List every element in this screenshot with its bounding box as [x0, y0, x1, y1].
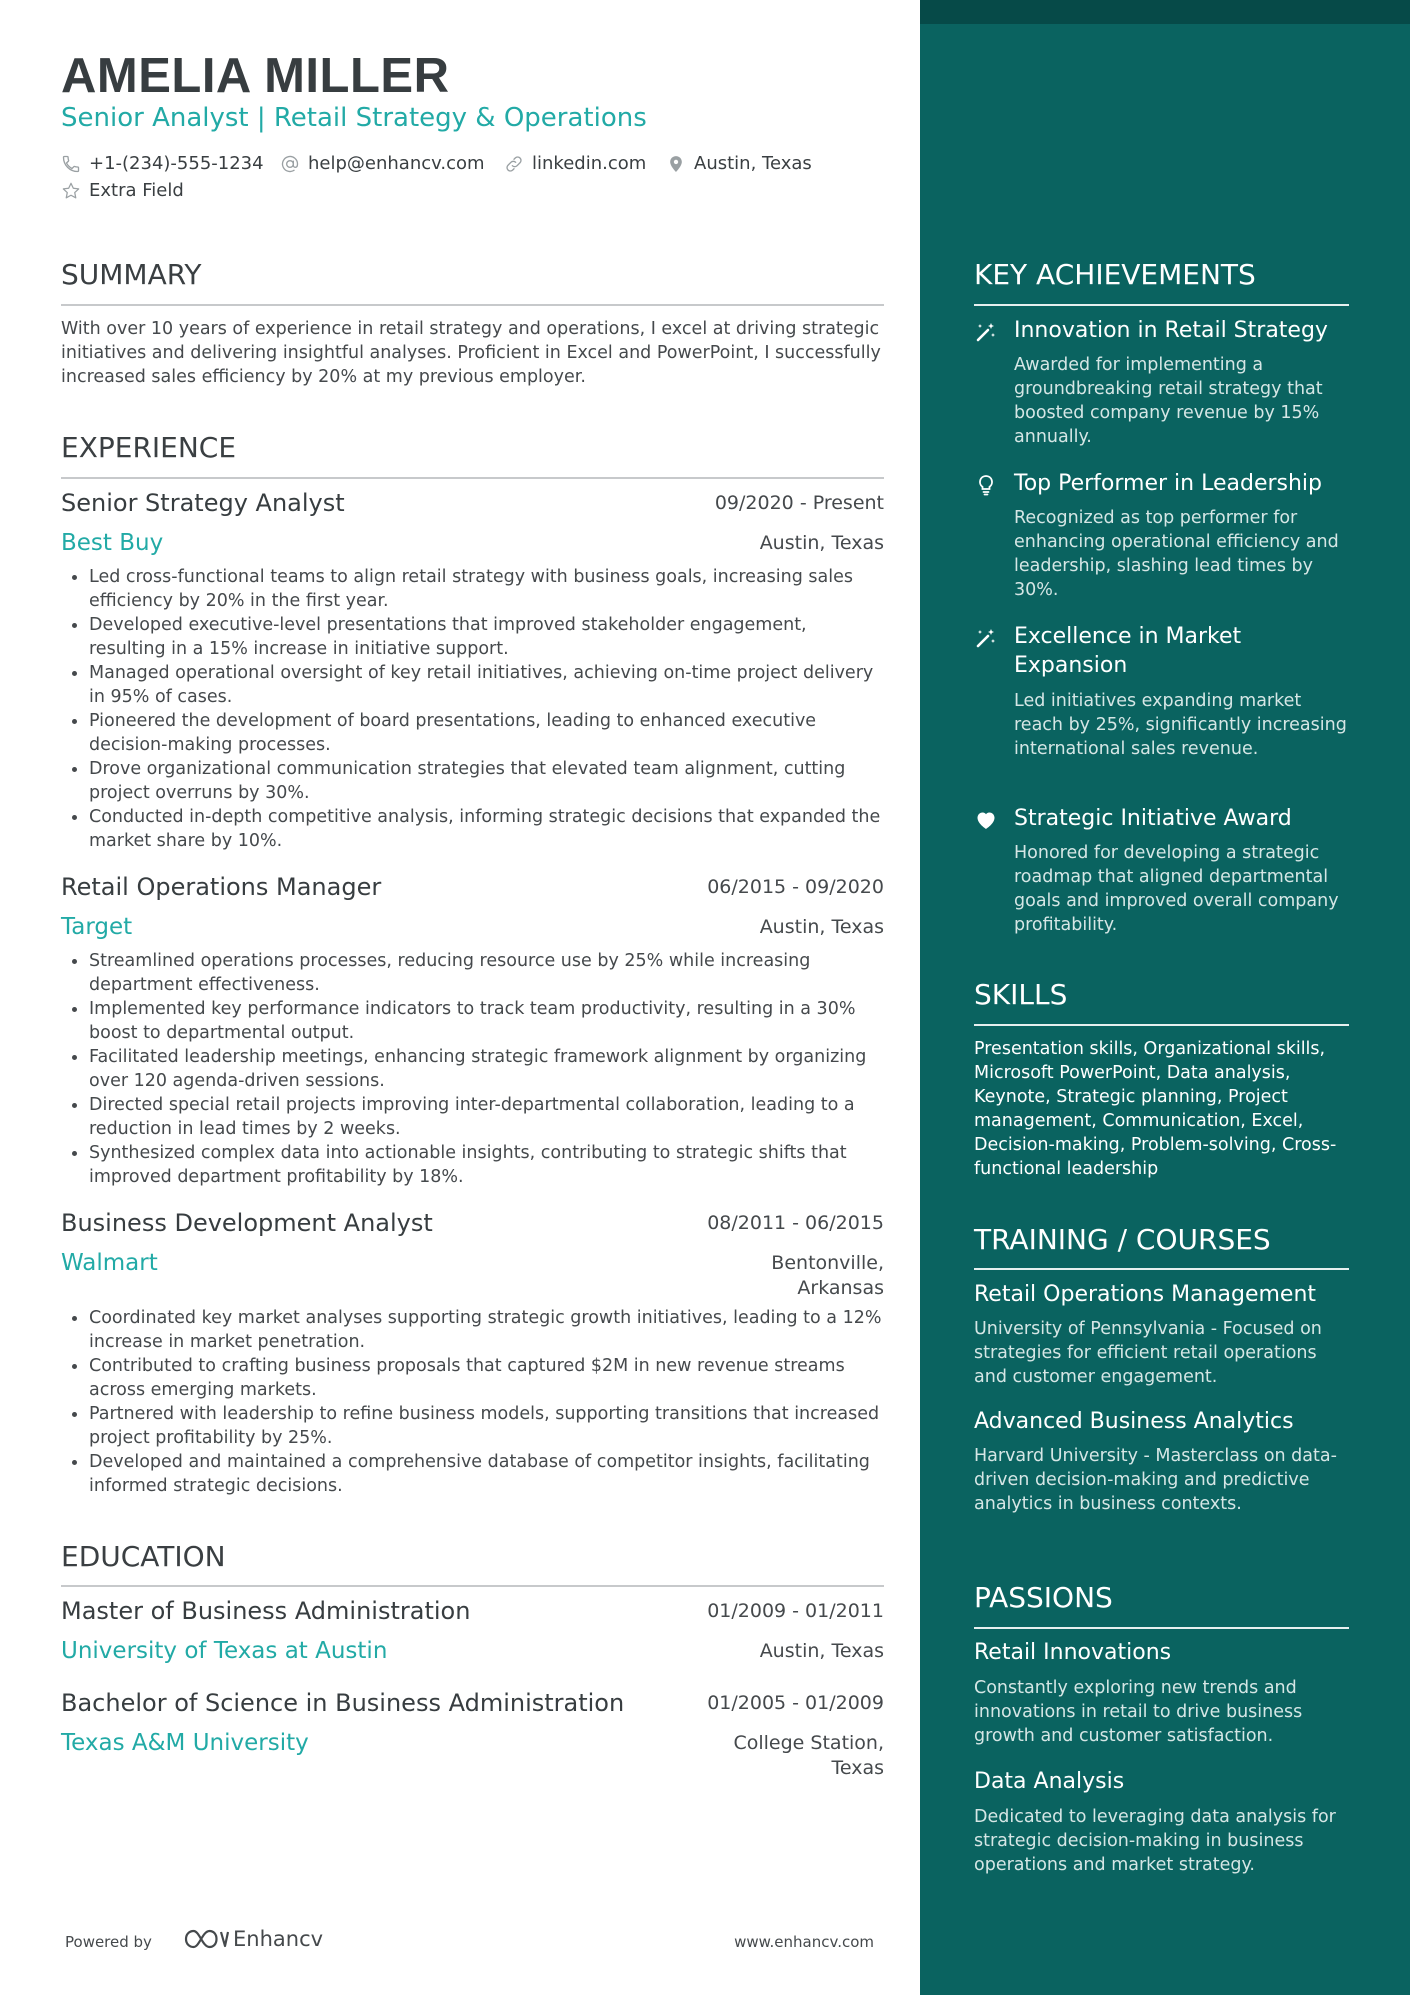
- achievement-title: Strategic Initiative Award: [1014, 806, 1292, 831]
- job-bullets: [61, 565, 884, 853]
- summary-heading: SUMMARY: [61, 258, 202, 291]
- course-text: Harvard University - Masterclass on data-driven decision-making and predictive analytics in business contexts.: [974, 1446, 1337, 1514]
- location-line: College Station,: [733, 1732, 884, 1754]
- passion-text: Dedicated to leveraging data analysis for strategic decision-making in business operations and market strategy.: [974, 1807, 1336, 1875]
- school-name: Texas A&M University: [61, 1730, 309, 1756]
- company-name: Target: [61, 914, 133, 940]
- summary-divider: [61, 304, 884, 306]
- list-item: Developed executive-level presentations that improved stakeholder engagement, resulting in a 15% increase in initiative support.: [61, 613, 884, 661]
- job-dates: 08/2011 - 06/2015: [707, 1212, 884, 1234]
- location-line: Bentonville,: [771, 1252, 884, 1274]
- education-location: [733, 1731, 884, 1781]
- contact-email[interactable]: [280, 153, 485, 174]
- achievement-text: Honored for developing a strategic roadmap that aligned departmental goals and improved overall company profitability.: [1014, 843, 1339, 935]
- job-title: Business Development Analyst: [61, 1209, 433, 1237]
- footer-url[interactable]: www.enhancv.com: [734, 1933, 874, 1951]
- powered-by-label: Powered by: [65, 1933, 152, 1951]
- achievements-heading: KEY ACHIEVEMENTS: [974, 258, 1256, 291]
- list-item: Facilitated leadership meetings, enhancing strategic framework alignment by organizing over 120 agenda-driven sessions.: [61, 1045, 884, 1093]
- passions-divider: [974, 1627, 1349, 1629]
- sidebar-top-band: [920, 0, 1410, 24]
- job-location: [771, 1251, 884, 1301]
- contact-extra: [61, 180, 184, 201]
- list-item: Conducted in-depth competitive analysis, informing strategic decisions that expanded the market share by 10%.: [61, 805, 884, 853]
- candidate-headline: Senior Analyst | Retail Strategy & Operations: [61, 103, 647, 133]
- course-text: University of Pennsylvania - Focused on strategies for efficient retail operations and customer engagement.: [974, 1319, 1322, 1387]
- summary-text: With over 10 years of experience in retail strategy and operations, I excel at driving strategic initiatives and delivering insightful analyses. Proficient in Excel and PowerPoint, I successfully increased sales efficiency by 20% at my previous employer.: [61, 319, 881, 387]
- at-icon: [280, 154, 300, 174]
- list-item: Developed and maintained a comprehensive database of competitor insights, facilitating informed strategic decisions.: [61, 1450, 884, 1498]
- magic-wand-icon: [974, 320, 998, 344]
- enhancv-logo[interactable]: [183, 1926, 323, 1952]
- brand-name: Enhancv: [233, 1927, 324, 1951]
- list-item: Partnered with leadership to refine business models, supporting transitions that increased project profitability by 25%.: [61, 1402, 884, 1450]
- location-text: Austin, Texas: [694, 153, 812, 174]
- job-title: Retail Operations Manager: [61, 873, 382, 901]
- contact-phone[interactable]: [61, 153, 264, 174]
- education-location: Austin, Texas: [759, 1640, 884, 1662]
- list-item: Implemented key performance indicators to track team productivity, resulting in a 30% boost to departmental output.: [61, 997, 884, 1045]
- education-heading: EDUCATION: [61, 1540, 226, 1573]
- magic-wand-icon: [974, 626, 998, 650]
- training-heading: TRAINING / COURSES: [974, 1223, 1271, 1256]
- company-name: Walmart: [61, 1250, 158, 1276]
- degree-title: Bachelor of Science in Business Administration: [61, 1689, 625, 1717]
- job-dates: 09/2020 - Present: [714, 492, 884, 514]
- education-dates: 01/2005 - 01/2009: [707, 1692, 884, 1714]
- list-item: Drove organizational communication strategies that elevated team alignment, cutting project overruns by 30%.: [61, 757, 884, 805]
- experience-divider: [61, 477, 884, 479]
- passion-title: Retail Innovations: [974, 1640, 1172, 1665]
- list-item: Synthesized complex data into actionable insights, contributing to strategic shifts that improved department profitability by 18%.: [61, 1141, 884, 1189]
- skills-text: Presentation skills, Organizational skills, Microsoft PowerPoint, Data analysis, Keynote, Strategic planning, Project management, Communication, Excel, Decision-making, Problem-solving, Cross-functional leadership: [974, 1039, 1337, 1179]
- passion-title: Data Analysis: [974, 1769, 1125, 1794]
- course-title: Advanced Business Analytics: [974, 1409, 1294, 1434]
- list-item: Led cross-functional teams to align retail strategy with business goals, increasing sales efficiency by 20% in the first year.: [61, 565, 884, 613]
- location-line: Arkansas: [797, 1277, 884, 1299]
- list-item: Coordinated key market analyses supporting strategic growth initiatives, leading to a 12% increase in market penetration.: [61, 1306, 884, 1354]
- achievement-title: Top Performer in Leadership: [1014, 471, 1323, 496]
- training-divider: [974, 1268, 1349, 1270]
- skills-divider: [974, 1024, 1349, 1026]
- map-pin-icon: [666, 154, 686, 174]
- course-title: Retail Operations Management: [974, 1282, 1317, 1307]
- lightbulb-icon: [974, 473, 998, 497]
- job-bullets: [61, 949, 884, 1189]
- school-name: University of Texas at Austin: [61, 1638, 388, 1664]
- star-icon: [61, 181, 81, 201]
- achievement-text: Led initiatives expanding market reach by 25%, significantly increasing international sales revenue.: [1014, 691, 1347, 759]
- sidebar: [920, 0, 1410, 1995]
- achievement-text: Recognized as top performer for enhancing operational efficiency and leadership, slashing lead times by 30%.: [1014, 508, 1339, 600]
- enhancv-logo-icon: [183, 1926, 229, 1952]
- job-bullets: [61, 1306, 884, 1498]
- job-title: Senior Strategy Analyst: [61, 489, 345, 517]
- list-item: Managed operational oversight of key retail initiatives, achieving on-time project delivery in 95% of cases.: [61, 661, 884, 709]
- job-location: Austin, Texas: [759, 916, 884, 938]
- heart-icon: [974, 808, 998, 832]
- candidate-name: AMELIA MILLER: [61, 49, 450, 103]
- phone-text: +1-(234)-555-1234: [89, 153, 264, 174]
- experience-heading: EXPERIENCE: [61, 431, 237, 464]
- company-name: Best Buy: [61, 530, 164, 556]
- job-location: Austin, Texas: [759, 532, 884, 554]
- contact-location: [666, 153, 812, 174]
- phone-icon: [61, 154, 81, 174]
- achievement-title: Innovation in Retail Strategy: [1014, 318, 1328, 343]
- extra-field-text: Extra Field: [89, 180, 184, 201]
- achievement-title: Excellence in Market Expansion: [1014, 624, 1242, 678]
- degree-title: Master of Business Administration: [61, 1597, 471, 1625]
- link-icon: [504, 154, 524, 174]
- linkedin-text: linkedin.com: [532, 153, 647, 174]
- list-item: Pioneered the development of board presentations, leading to enhanced executive decision-making processes.: [61, 709, 884, 757]
- email-text: help@enhancv.com: [308, 153, 485, 174]
- achievement-text: Awarded for implementing a groundbreaking retail strategy that boosted company revenue by 15% annually.: [1014, 355, 1323, 447]
- list-item: Directed special retail projects improving inter-departmental collaboration, leading to a reduction in lead times by 2 weeks.: [61, 1093, 884, 1141]
- list-item: Contributed to crafting business proposals that captured $2M in new revenue streams across emerging markets.: [61, 1354, 884, 1402]
- skills-heading: SKILLS: [974, 978, 1068, 1011]
- passion-text: Constantly exploring new trends and innovations in retail to drive business growth and customer satisfaction.: [974, 1678, 1303, 1746]
- passions-heading: PASSIONS: [974, 1581, 1113, 1614]
- job-dates: 06/2015 - 09/2020: [707, 876, 884, 898]
- education-divider: [61, 1585, 884, 1587]
- education-dates: 01/2009 - 01/2011: [707, 1600, 884, 1622]
- list-item: Streamlined operations processes, reducing resource use by 25% while increasing department effectiveness.: [61, 949, 884, 997]
- achievements-divider: [974, 304, 1349, 306]
- contact-linkedin[interactable]: [504, 153, 646, 174]
- location-line: Texas: [831, 1757, 884, 1779]
